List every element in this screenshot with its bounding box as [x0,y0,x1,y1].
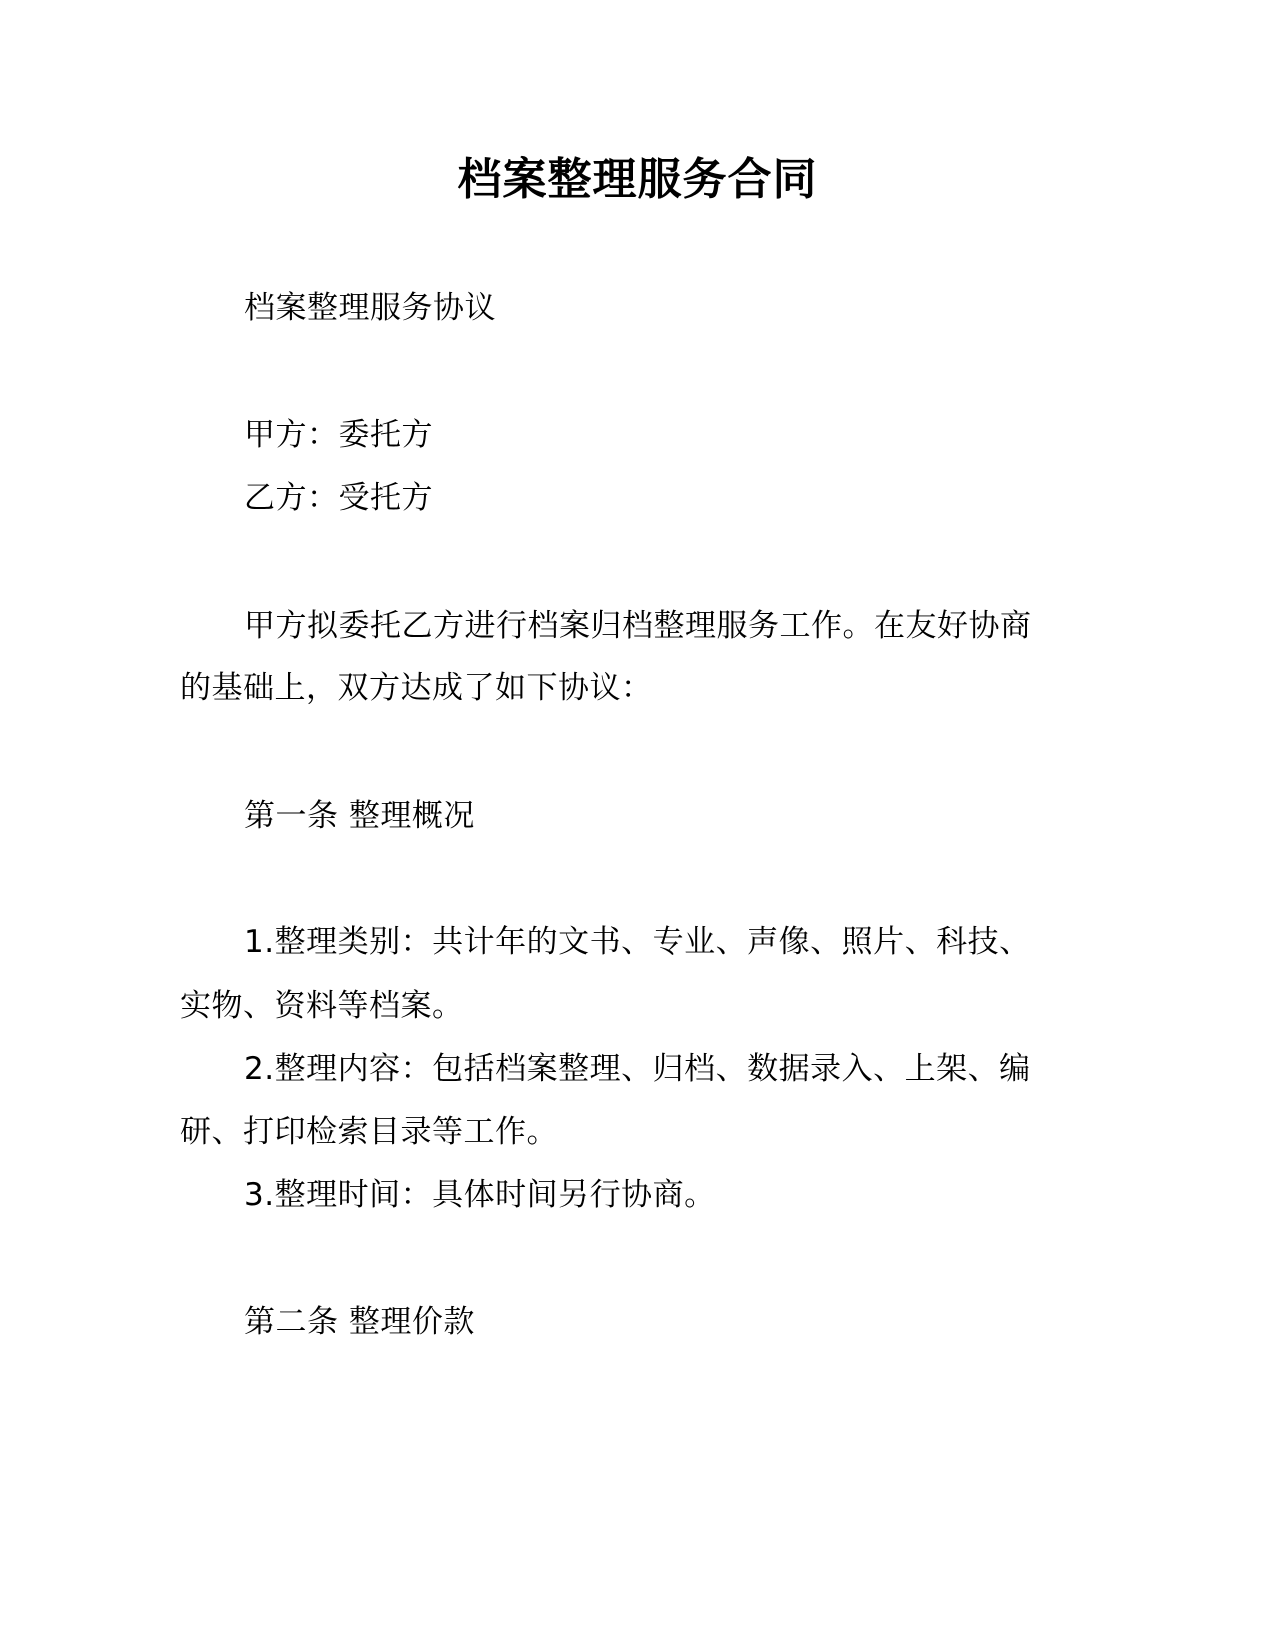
article-1-item-1-line-2: 实物、资料等档案。 [180,988,464,1024]
intro-paragraph-line-2: 的基础上，双方达成了如下协议： [180,670,653,706]
article-1-item-2-line-1: 2.整理内容：包括档案整理、归档、数据录入、上架、编 [244,1051,1031,1087]
article-1-item-2-line-2: 研、打印检索目录等工作。 [180,1114,558,1150]
party-b: 乙方：受托方 [244,480,433,516]
party-a: 甲方：委托方 [244,417,433,453]
article-1-heading: 第一条 整理概况 [244,798,475,834]
article-1-item-3: 3.整理时间：具体时间另行协商。 [244,1177,716,1213]
intro-paragraph-line-1: 甲方拟委托乙方进行档案归档整理服务工作。在友好协商 [244,608,1032,644]
article-1-item-1-line-1: 1.整理类别：共计年的文书、专业、声像、照片、科技、 [244,924,1031,960]
article-2-heading: 第二条 整理价款 [244,1304,475,1340]
document-title: 档案整理服务合同 [457,154,818,205]
agreement-subtitle: 档案整理服务协议 [244,290,496,326]
